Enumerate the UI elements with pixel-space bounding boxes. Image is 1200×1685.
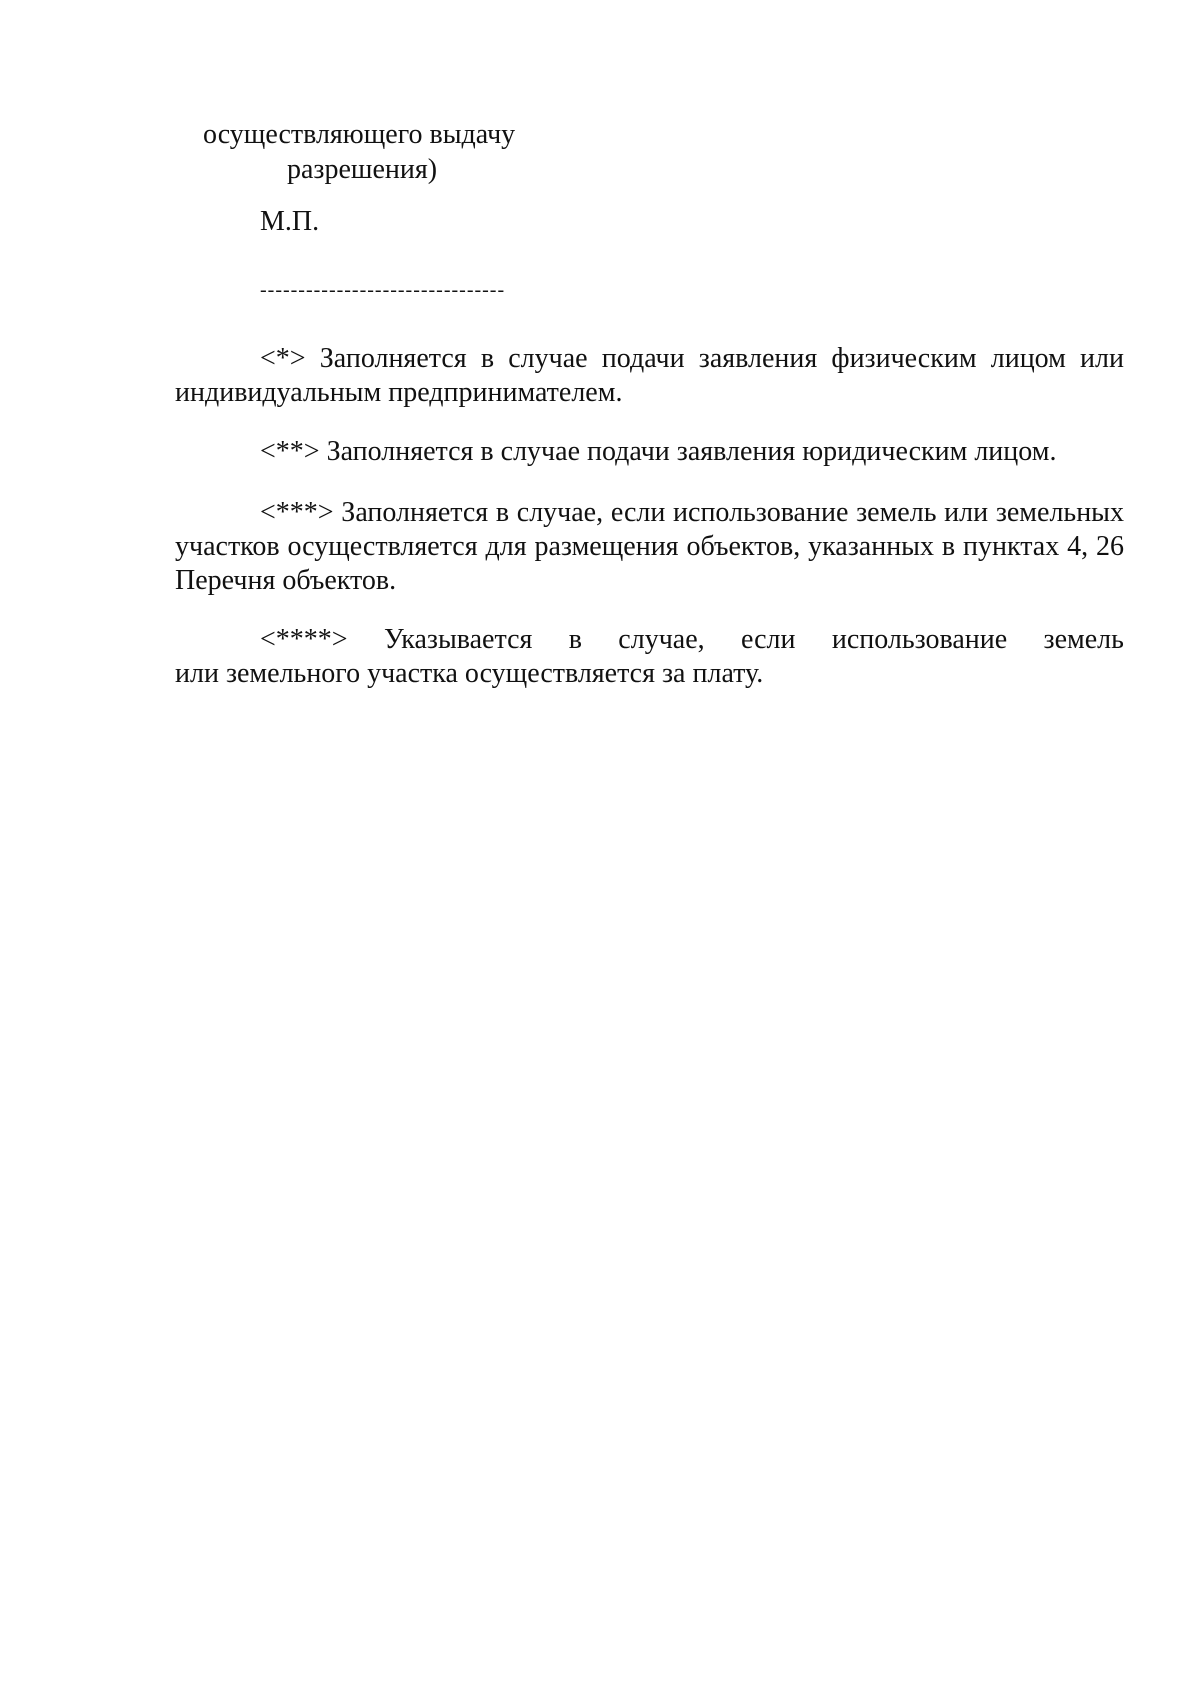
footnote-3: <***> Заполняется в случае, если использование земель или земельных участков осуществляется для размещения объектов, указанных в пунктах 4, 26 Перечня объектов.	[175, 497, 1124, 596]
signature-caption-line1: осуществляющего выдачу	[203, 119, 516, 150]
footnote-4	[175, 623, 1124, 691]
footnote-2: <**> Заполняется в случае подачи заявления юридическим лицом.	[260, 436, 1057, 467]
stamp-place-label: М.П.	[260, 206, 320, 237]
footnote-4-line2: или земельного участка осуществляется за плату.	[175, 658, 764, 689]
footnote-4-word: использование	[831, 624, 1008, 655]
footnote-4-word: <****>	[260, 624, 348, 655]
footnote-4-word: в	[568, 624, 582, 655]
footnote-4-word: земель	[1043, 624, 1124, 655]
footnote-4-line1	[175, 623, 1124, 657]
signature-caption-line2: разрешения)	[287, 154, 438, 185]
footnote-separator: --------------------------------	[260, 279, 506, 301]
footnote-4-word: случае,	[618, 624, 705, 655]
footnote-4-word: Указывается	[383, 624, 533, 655]
footnote-1: <*> Заполняется в случае подачи заявления физическим лицом или индивидуальным предпринимателем.	[175, 343, 1124, 408]
footnote-4-word: если	[740, 624, 796, 655]
